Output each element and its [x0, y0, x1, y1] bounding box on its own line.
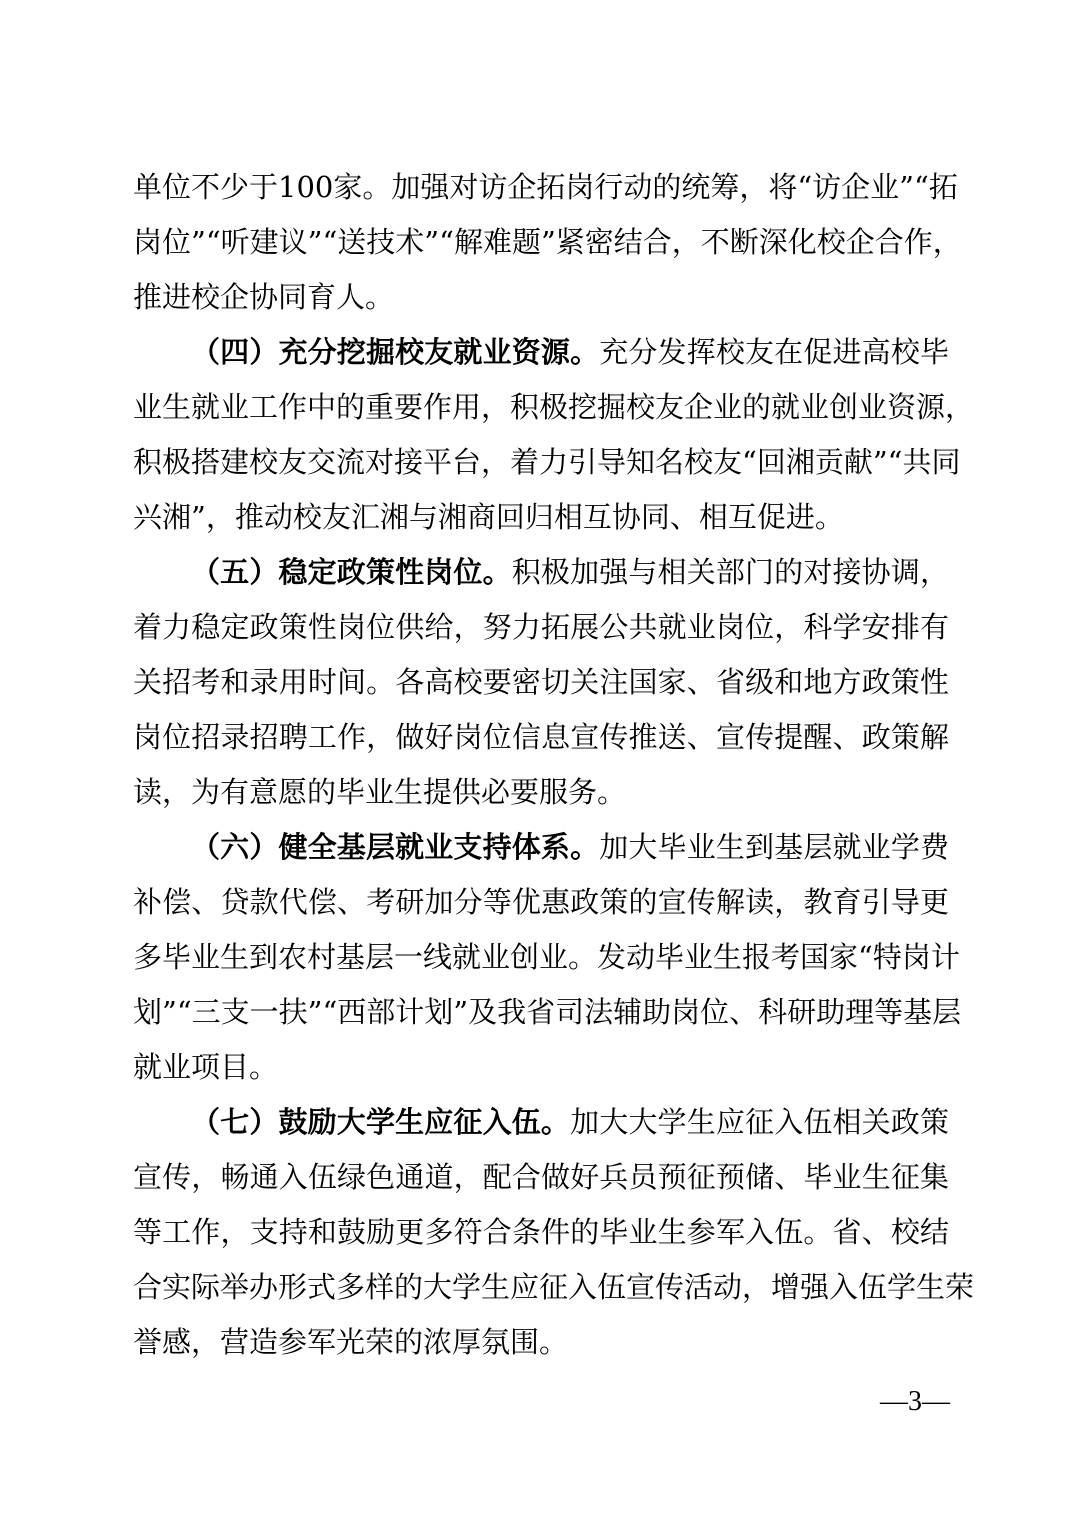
paragraph-line: 划”“三支一扶”“西部计划”及我省司法辅助岗位、科研助理等基层	[133, 995, 962, 1029]
paragraph-text: 充分发挥校友在促进高校毕	[599, 335, 949, 369]
paragraph-line: 就业项目。	[133, 1050, 279, 1084]
paragraph-line: 岗位”“听建议”“送技术”“解难题”紧密结合，不断深化校企合作，	[133, 225, 962, 259]
section-heading-seven: （七）鼓励大学生应征入伍。	[191, 1105, 571, 1139]
page-number: —3—	[880, 1386, 950, 1417]
paragraph-line: 业生就业工作中的重要作用，积极挖掘校友企业的就业创业资源，	[133, 390, 975, 424]
paragraph-text: 积极加强与相关部门的对接协调，	[511, 555, 949, 589]
paragraph-line: 誉感，营造参军光荣的浓厚氛围。	[133, 1325, 569, 1359]
paragraph-line: 读，为有意愿的毕业生提供必要服务。	[133, 775, 627, 809]
section-heading-six: （六）健全基层就业支持体系。	[191, 830, 600, 864]
paragraph-line: 着力稳定政策性岗位供给，努力拓展公共就业岗位，科学安排有	[133, 610, 949, 644]
section-heading-five: （五）稳定政策性岗位。	[191, 555, 512, 589]
paragraph-line: 关招考和录用时间。各高校要密切关注国家、省级和地方政策性	[133, 665, 949, 699]
paragraph-line: 合实际举办形式多样的大学生应征入伍宣传活动，增强入伍学生荣	[133, 1270, 975, 1304]
paragraph-text: 加大大学生应征入伍相关政策	[570, 1105, 949, 1139]
paragraph-line: 积极搭建校友交流对接平台，着力引导知名校友“回湘贡献”“共同	[133, 445, 961, 479]
paragraph-line: 兴湘”，推动校友汇湘与湘商回归相互协同、相互促进。	[133, 500, 844, 534]
section-heading-four: （四）充分挖掘校友就业资源。	[191, 335, 600, 369]
paragraph-line: 补偿、贷款代偿、考研加分等优惠政策的宣传解读，教育引导更	[133, 885, 949, 919]
paragraph-line: 单位不少于100家。加强对访企拓岗行动的统筹，将“访企业”“拓	[133, 170, 958, 204]
section-five-first-line	[191, 552, 949, 592]
paragraph-line: 等工作，支持和鼓励更多符合条件的毕业生参军入伍。省、校结	[133, 1215, 949, 1249]
paragraph-text: 加大毕业生到基层就业学费	[599, 830, 949, 864]
paragraph-line: 多毕业生到农村基层一线就业创业。发动毕业生报考国家“特岗计	[133, 940, 960, 974]
paragraph-line: 推进校企协同育人。	[133, 280, 395, 314]
section-seven-first-line	[191, 1102, 949, 1142]
paragraph-line: 宣传，畅通入伍绿色通道，配合做好兵员预征预储、毕业生征集	[133, 1160, 949, 1194]
paragraph-line: 岗位招录招聘工作，做好岗位信息宣传推送、宣传提醒、政策解	[133, 720, 949, 754]
section-six-first-line	[191, 827, 949, 867]
section-four-first-line	[191, 332, 949, 372]
